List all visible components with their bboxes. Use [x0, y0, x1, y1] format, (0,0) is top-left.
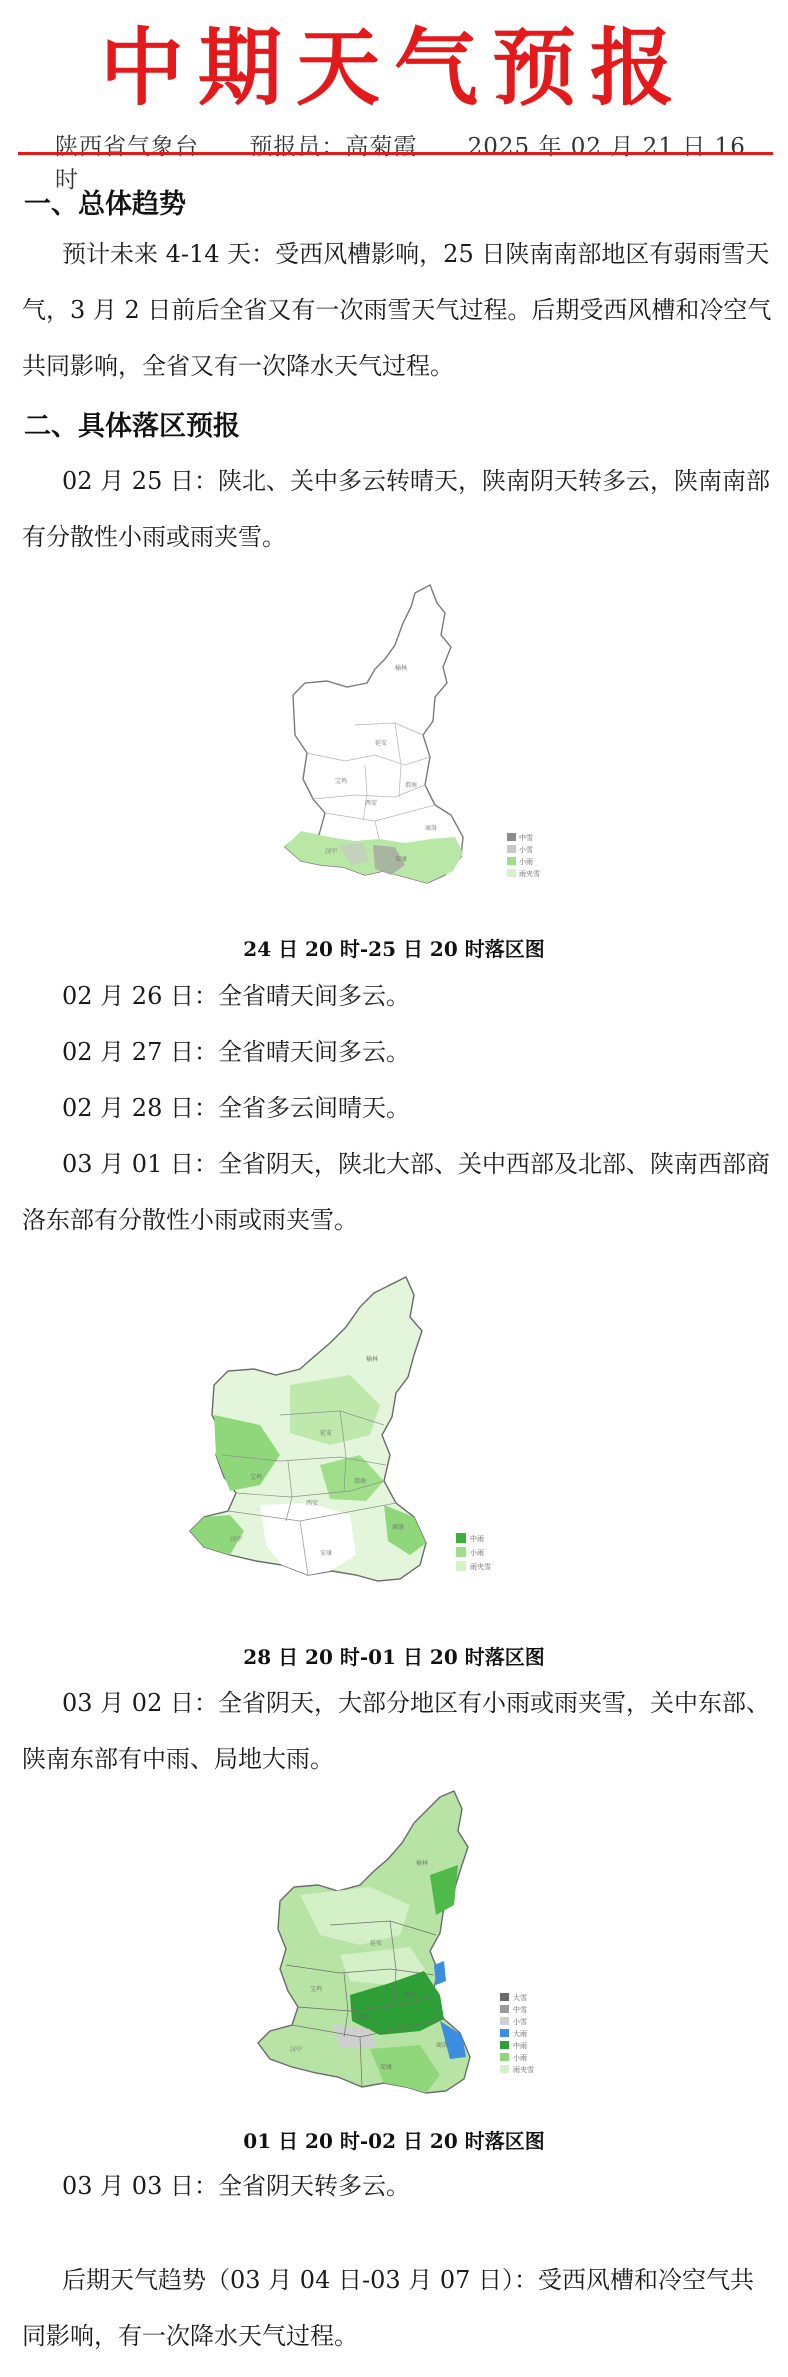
agency-name: 陕西省气象台: [55, 134, 199, 160]
precipitation-map-2: [170, 1265, 550, 1610]
svg-text:渭南: 渭南: [404, 1992, 417, 1999]
section-heading-detail: 二、具体落区预报: [24, 411, 240, 442]
precipitation-map-3: [240, 1785, 580, 2125]
page-title: 中期天气预报: [99, 19, 688, 117]
svg-text:榆林: 榆林: [416, 1860, 429, 1867]
svg-text:榆林: 榆林: [366, 1356, 379, 1363]
legend-label: 大雪: [513, 1994, 527, 2002]
svg-text:宝鸡: 宝鸡: [250, 1474, 263, 1481]
header-divider: [18, 152, 773, 155]
forecast-0303: [22, 2158, 772, 2214]
svg-text:延安: 延安: [320, 1430, 333, 1437]
map3-caption: 01 日 20 时-02 日 20 时落区图: [243, 2129, 545, 2153]
svg-text:安康: 安康: [380, 2064, 393, 2071]
svg-text:榆林: 榆林: [395, 665, 408, 672]
map1-caption: 24 日 20 时-25 日 20 时落区图: [243, 937, 545, 961]
svg-text:宝鸡: 宝鸡: [335, 778, 348, 785]
legend-label: 雨夹雪: [519, 870, 540, 878]
legend: [456, 1533, 491, 1571]
legend-label: 小雪: [513, 2018, 527, 2026]
svg-text:汉中: 汉中: [230, 1536, 243, 1543]
legend-label: 小雨: [513, 2054, 527, 2062]
forecast-text: 全省晴天间多云。: [217, 982, 410, 1010]
date-label: 02 月 28 日：: [62, 1094, 218, 1122]
forecaster-name: 预报员：高菊霞: [249, 134, 418, 160]
issue-datetime: 2025 年 02 月 21 日 16 时: [55, 134, 746, 193]
forecast-text: 全省阴天，大部分地区有小雨或雨夹雪，关中东部、陕南东部有中雨、局地大雨。: [22, 1689, 770, 1773]
forecast-0226: [22, 968, 772, 1024]
forecast-text: 全省晴天间多云。: [217, 1038, 410, 1066]
date-label: 02 月 25 日：: [62, 467, 218, 495]
legend-label: 大雨: [513, 2030, 527, 2038]
date-label: 03 月 01 日：: [62, 1150, 218, 1178]
precipitation-map-1: [255, 575, 555, 915]
overall-trend-paragraph: [22, 226, 772, 394]
svg-text:商洛: 商洛: [425, 825, 438, 832]
svg-text:渭南: 渭南: [405, 782, 418, 789]
svg-text:汉中: 汉中: [290, 2046, 303, 2053]
svg-text:汉中: 汉中: [325, 848, 338, 855]
map2-caption: 28 日 20 时-01 日 20 时落区图: [243, 1645, 545, 1669]
svg-text:渭南: 渭南: [354, 1478, 367, 1485]
forecast-text: 全省阴天，陕北大部、关中西部及北部、陕南西部商洛东部有分散性小雨或雨夹雪。: [22, 1150, 770, 1234]
forecast-0228: [22, 1080, 772, 1136]
date-label: 02 月 26 日：: [62, 982, 218, 1010]
svg-text:商洛: 商洛: [436, 2042, 449, 2049]
svg-text:宝鸡: 宝鸡: [310, 1986, 323, 1993]
forecast-text: 陕北、关中多云转晴天，陕南阴天转多云，陕南南部有分散性小雨或雨夹雪。: [22, 467, 770, 551]
svg-text:安康: 安康: [395, 856, 408, 863]
date-label: 03 月 03 日：: [62, 2172, 218, 2200]
forecast-0301: [22, 1136, 772, 1248]
later-trend-text: 后期天气趋势（03 月 04 日-03 月 07 日）：受西风槽和冷空气共同影响，有一次降水天气过程。: [22, 2266, 755, 2350]
svg-text:延安: 延安: [370, 1940, 383, 1947]
legend: [500, 1993, 534, 2074]
legend-label: 小雨: [519, 858, 533, 866]
section-heading-overall: 一、总体趋势: [24, 189, 186, 220]
svg-text:西安: 西安: [358, 2014, 371, 2021]
forecast-text: 全省阴天转多云。: [217, 2172, 410, 2200]
legend-label: 中雨: [470, 1535, 484, 1543]
svg-text:延安: 延安: [375, 740, 388, 747]
legend: [507, 833, 540, 878]
svg-text:西安: 西安: [365, 800, 378, 807]
later-trend-paragraph: [22, 2252, 772, 2364]
svg-text:商洛: 商洛: [392, 1524, 405, 1531]
legend-label: 雨夹雪: [470, 1563, 491, 1571]
forecast-0227: [22, 1024, 772, 1080]
legend-label: 小雪: [519, 846, 533, 854]
date-label: 03 月 02 日：: [62, 1689, 218, 1717]
svg-text:西安: 西安: [306, 1500, 319, 1507]
forecast-text: 全省多云间晴天。: [217, 1094, 410, 1122]
forecast-0225: [22, 453, 772, 565]
legend-label: 中雪: [513, 2006, 527, 2014]
heavy-rain-area: [434, 1961, 446, 1985]
legend-label: 小雨: [470, 1549, 484, 1557]
legend-label: 中雨: [513, 2042, 527, 2050]
overall-trend-text: 预计未来 4-14 天：受西风槽影响，25 日陕南南部地区有弱雨雪天气，3 月 2 日前后全省又有一次雨雪天气过程。后期受西风槽和冷空气共同影响，全省又有一次降水天气过程。: [22, 240, 772, 380]
date-label: 02 月 27 日：: [62, 1038, 218, 1066]
legend-label: 雨夹雪: [513, 2066, 534, 2074]
svg-text:安康: 安康: [320, 1550, 333, 1557]
legend-label: 中雪: [519, 834, 533, 842]
forecast-0302: [22, 1675, 772, 1787]
